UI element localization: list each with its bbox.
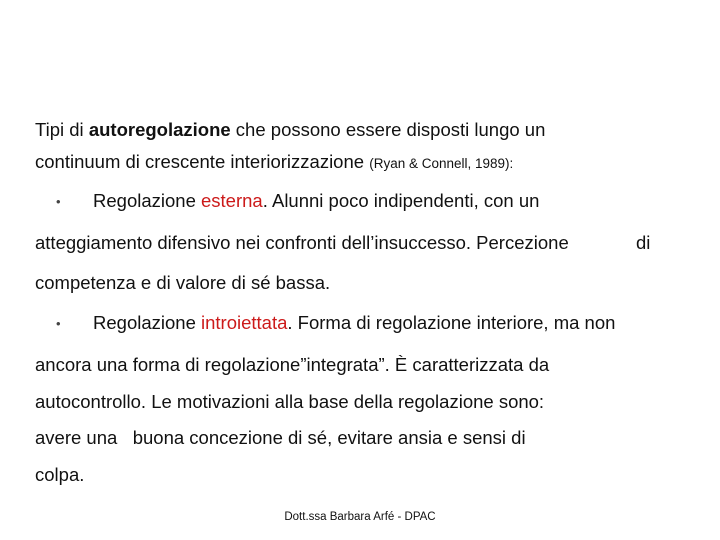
intro-line-1 <box>35 119 545 141</box>
footer-author: Dott.ssa Barbara Arfé - DPAC <box>284 511 436 523</box>
intro-citation: (Ryan & Connell, 1989): <box>369 156 514 171</box>
item2-line-3: autocontrollo. Le motivazioni alla base della regolazione sono: <box>35 391 545 412</box>
item2-line-5: colpa. <box>35 464 85 485</box>
item1-line-2: atteggiamento difensivo nei confronti dell’insuccesso. Percezione <box>35 232 569 253</box>
intro-line-2-text: continuum di crescente interiorizzazione <box>35 151 370 172</box>
item2-line-1 <box>93 312 615 334</box>
item1-line-1 <box>93 190 539 212</box>
intro-bold-term: autoregolazione <box>88 119 231 140</box>
item1-line-2-end: di <box>636 232 651 253</box>
item2-highlight: introiettata <box>201 312 288 333</box>
item2-suffix: . Forma di regolazione interiore, ma non <box>287 312 616 333</box>
item1-line-3: competenza e di valore di sé bassa. <box>35 272 331 293</box>
item1-suffix: . Alunni poco indipendenti, con un <box>262 190 540 211</box>
item2-line-4: avere una buona concezione di sé, evitare ansia e sensi di <box>35 427 526 448</box>
intro-line-2 <box>35 151 513 175</box>
item2-line-2: ancora una forma di regolazione”integrata”. È caratterizzata da <box>35 354 550 375</box>
item1-prefix: Regolazione <box>93 190 201 211</box>
bullet-icon: • <box>56 194 61 209</box>
item1-highlight: esterna <box>201 190 263 211</box>
item2-prefix: Regolazione <box>93 312 201 333</box>
bullet-icon: • <box>56 316 61 331</box>
intro-prefix: Tipi di <box>35 119 89 140</box>
intro-suffix: che possono essere disposti lungo un <box>230 119 546 140</box>
